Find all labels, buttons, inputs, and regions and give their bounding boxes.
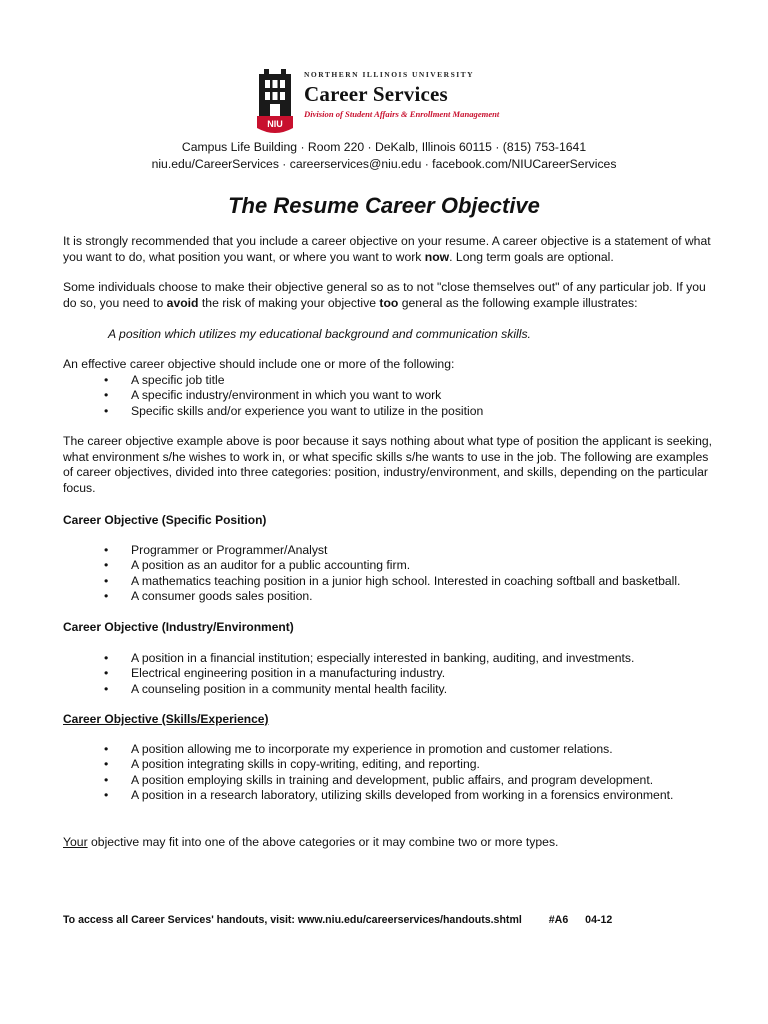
list-item: • A consumer goods sales position. [104,589,313,604]
list-item: • A position as an auditor for a public accounting firm. [104,558,411,573]
section-heading-skills: Career Objective (Skills/Experience) [63,712,269,726]
section-heading-position: Career Objective (Specific Position) [63,513,267,527]
footer [63,914,713,926]
handout-code: #A6 [548,914,569,926]
footer-text: To access all Career Services' handouts, visit: www.niu.edu/careerservices/handouts.shtml [63,914,522,926]
list-item: • A position integrating skills in copy-writing, editing, and reporting. [104,757,480,772]
skills-list [63,742,713,804]
division-name: Division of Student Affairs & Enrollment Management [304,109,500,119]
contact-web: niu.edu/CareerServices · careerservices@niu.edu · facebook.com/NIUCareerServices [151,157,617,171]
intro-paragraph-2: Some individuals choose to make their objective general so as to not "close themselves out" of any particular job. If you do so, you need to avoid the risk of making your objective too general as the following example illustrates: [63,280,706,310]
list-item: • A position in a research laboratory, utilizing skills developed from working in a forensics environment. [104,788,674,803]
poor-example: A position which utilizes my educational background and communication skills. [108,327,531,341]
handout-date: 04-12 [585,914,613,926]
intro-paragraph-3: An effective career objective should include one or more of the following: [63,357,455,371]
university-name: NORTHERN ILLINOIS UNIVERSITY [304,70,475,79]
niu-shield-icon [256,66,294,138]
list-item: • A counseling position in a community mental health facility. [104,681,448,696]
list-item: • A specific job title [104,373,225,387]
career-services-logo [256,66,532,140]
contact-address: Campus Life Building · Room 220 · DeKalb, Illinois 60115 · (815) 753-1641 [181,140,587,154]
list-item: • A position in a financial institution; especially interested in banking, auditing, and investments. [104,651,635,665]
logo-letters: NIU [267,119,283,129]
position-list [63,543,713,605]
list-item: • A mathematics teaching position in a junior high school. Interested in coaching softball and basketball. [104,573,681,588]
industry-list [63,651,713,697]
list-item: • Programmer or Programmer/Analyst [104,543,328,557]
closing-paragraph: Your objective may fit into one of the above categories or it may combine two or more types. [63,835,559,849]
intro-paragraph-4: The career objective example above is poor because it says nothing about what type of position the applicant is seeking, what environment s/he wishes to work in, or what specific skills s/he wants to use in the job. The following are examples of career objectives, divided into three categories: position, industry/environment, and skills, depending on the particular focus. [63,434,713,495]
criteria-list [63,373,713,419]
page-title: The Resume Career Objective [228,193,540,218]
section-heading-industry: Career Objective (Industry/Environment) [63,620,294,634]
office-name: Career Services [304,82,448,106]
intro-paragraph-1: It is strongly recommended that you include a career objective on your resume. A career objective is a statement of what you want to do, what position you want, or where you want to work now. Long term goals are optional. [63,234,711,264]
list-item: • A position allowing me to incorporate my experience in promotion and customer relations. [104,742,613,756]
list-item: • Specific skills and/or experience you want to utilize in the position [104,403,484,418]
list-item: • A position employing skills in training and development, public affairs, and program development. [104,772,654,787]
list-item: • A specific industry/environment in which you want to work [104,388,442,403]
list-item: • Electrical engineering position in a manufacturing industry. [104,666,446,681]
